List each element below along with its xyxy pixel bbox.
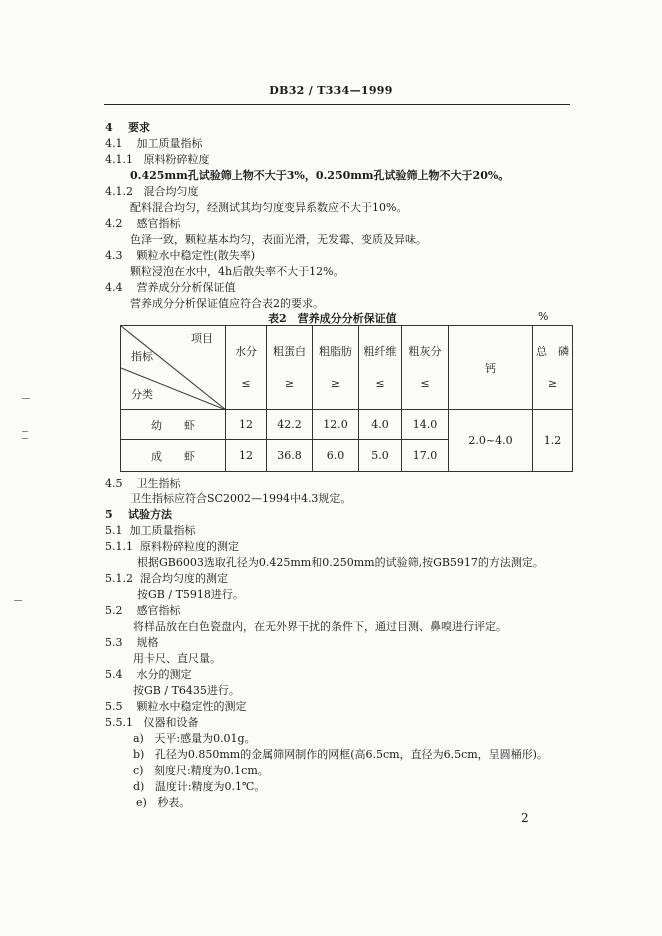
section-title: 营养成分分析保证值 bbox=[136, 281, 236, 294]
scan-mark bbox=[22, 398, 30, 399]
section-number: 4.1 bbox=[105, 137, 123, 150]
section-number: 5.2 bbox=[105, 604, 123, 617]
page-number: 2 bbox=[521, 811, 529, 825]
cell-crude-fiber: 4.0 bbox=[359, 410, 402, 440]
list-text: 天平:感量为0.01g。 bbox=[154, 732, 256, 745]
list-item bbox=[133, 732, 256, 746]
column-symbol: ≥ bbox=[547, 376, 558, 390]
section-title: 原料粉碎粒度的测定 bbox=[140, 540, 239, 553]
section-4-5-text: 卫生指标应符合SC2002—1994中4.3规定。 bbox=[130, 492, 352, 505]
section-number: 4 bbox=[105, 121, 113, 134]
column-name: 水分 bbox=[235, 344, 257, 358]
section-4-1-1-heading bbox=[105, 153, 210, 167]
column-header-crude-fat bbox=[313, 326, 359, 410]
cell-crude-ash: 17.0 bbox=[402, 440, 449, 472]
column-header-crude-ash bbox=[402, 326, 449, 410]
list-marker: c) bbox=[133, 764, 144, 777]
table-caption: 表2 营养成分分析保证值 bbox=[268, 312, 397, 325]
column-header-crude-protein bbox=[267, 326, 313, 410]
section-4-1-heading bbox=[105, 137, 203, 151]
corner-indicator-label: 指标 bbox=[131, 350, 153, 363]
section-title: 混合均匀度 bbox=[143, 185, 199, 198]
list-item bbox=[136, 796, 190, 810]
column-name: 粗灰分 bbox=[408, 344, 442, 358]
standard-code-header: DB32 / T334—1999 bbox=[269, 84, 393, 97]
section-4-heading bbox=[105, 121, 150, 135]
section-number: 5.4 bbox=[105, 668, 123, 681]
section-number: 5.3 bbox=[105, 636, 123, 649]
list-text: 秒表。 bbox=[157, 796, 191, 809]
table-header-row bbox=[121, 326, 573, 410]
section-5-5-1-heading bbox=[105, 716, 199, 730]
nutrition-table bbox=[120, 325, 573, 472]
section-4-2-heading bbox=[105, 217, 181, 231]
section-number: 5.5 bbox=[105, 700, 123, 713]
column-name: 粗蛋白 bbox=[273, 344, 306, 358]
cell-crude-fiber: 5.0 bbox=[359, 440, 402, 472]
section-title: 仪器和设备 bbox=[143, 716, 199, 729]
cell-crude-protein: 36.8 bbox=[267, 440, 313, 472]
section-4-4-text: 营养成分分析保证值应符合表2的要求。 bbox=[130, 297, 324, 310]
section-4-1-1-text: 0.425mm孔试验筛上物不大于3%，0.250mm孔试验筛上物不大于20%。 bbox=[130, 169, 510, 182]
list-item bbox=[133, 764, 269, 778]
section-4-4-heading bbox=[105, 281, 236, 295]
section-4-2-text: 色泽一致，颗粒基本均匀，表面光滑，无发霉、变质及异味。 bbox=[130, 233, 427, 246]
section-4-1-2-text: 配料混合均匀，经测试其均匀度变异系数应不大于10%。 bbox=[130, 201, 408, 214]
column-symbol: ≥ bbox=[284, 376, 295, 390]
section-5-3-heading bbox=[105, 636, 159, 650]
section-title: 加工质量指标 bbox=[136, 137, 203, 150]
section-5-1-2-heading bbox=[105, 572, 228, 586]
section-number: 5.1.2 bbox=[105, 572, 133, 585]
section-title: 卫生指标 bbox=[136, 477, 181, 490]
cell-moisture: 12 bbox=[226, 440, 267, 472]
section-title: 感官指标 bbox=[136, 217, 181, 230]
table-unit: % bbox=[538, 310, 549, 323]
list-marker: b) bbox=[133, 748, 145, 761]
list-marker: e) bbox=[136, 796, 147, 809]
section-number: 4.2 bbox=[105, 217, 123, 230]
section-title: 颗粒水中稳定性的测定 bbox=[136, 700, 247, 713]
column-symbol: ≤ bbox=[375, 376, 385, 390]
header-rule bbox=[104, 104, 570, 105]
section-5-5-heading bbox=[105, 700, 247, 714]
section-title: 加工质量指标 bbox=[129, 524, 196, 537]
section-number: 4.4 bbox=[105, 281, 123, 294]
section-number: 4.5 bbox=[105, 477, 123, 490]
cell-moisture: 12 bbox=[226, 410, 267, 440]
table-row bbox=[121, 410, 573, 440]
section-number: 4.1.1 bbox=[105, 153, 133, 166]
column-header-crude-fiber bbox=[359, 326, 402, 410]
section-title: 规格 bbox=[136, 636, 159, 649]
section-number: 5.1.1 bbox=[105, 540, 133, 553]
section-title: 感官指标 bbox=[136, 604, 181, 617]
corner-item-label: 项目 bbox=[191, 332, 213, 345]
list-text: 孔径为0.850mm的金属筛网制作的网框(高6.5cm，直径为6.5cm，呈圆桶形)。 bbox=[154, 748, 548, 761]
column-name: 钙 bbox=[485, 361, 496, 375]
cell-crude-fat: 6.0 bbox=[313, 440, 359, 472]
row-category: 成 虾 bbox=[121, 440, 226, 472]
section-5-4-text: 按GB / T6435进行。 bbox=[133, 684, 240, 697]
section-title: 混合均匀度的测定 bbox=[140, 572, 228, 585]
table-corner-cell bbox=[121, 326, 226, 410]
column-symbol: ≤ bbox=[241, 376, 251, 390]
section-5-1-2-text: 按GB / T5918进行。 bbox=[137, 588, 244, 601]
row-category: 幼 虾 bbox=[121, 410, 226, 440]
scan-mark bbox=[14, 600, 22, 601]
section-4-3-heading bbox=[105, 249, 255, 263]
section-number: 5.1 bbox=[105, 524, 123, 537]
section-number: 4.1.2 bbox=[105, 185, 133, 198]
section-5-heading bbox=[105, 508, 172, 522]
cell-calcium: 2.0~4.0 bbox=[449, 410, 533, 472]
section-title: 水分的测定 bbox=[136, 668, 192, 681]
list-text: 温度计:精度为0.1℃。 bbox=[154, 780, 266, 793]
cell-crude-fat: 12.0 bbox=[313, 410, 359, 440]
column-symbol: ≤ bbox=[420, 376, 430, 390]
column-header-total-phosphorus bbox=[533, 326, 573, 410]
corner-category-label: 分类 bbox=[131, 388, 153, 401]
cell-crude-ash: 14.0 bbox=[402, 410, 449, 440]
section-4-5-heading bbox=[105, 477, 181, 491]
scan-mark bbox=[22, 431, 28, 432]
column-header-moisture bbox=[226, 326, 267, 410]
section-title: 试验方法 bbox=[127, 508, 172, 521]
section-5-2-text: 将样品放在白色瓷盘内，在无外界干扰的条件下，通过目测、鼻嗅进行评定。 bbox=[133, 620, 507, 633]
section-5-1-1-text: 根据GB6003选取孔径为0.425mm和0.250mm的试验筛,按GB5917的方法测定。 bbox=[137, 556, 544, 569]
scan-mark bbox=[22, 438, 28, 439]
list-item bbox=[133, 780, 265, 794]
list-text: 刻度尺:精度为0.1cm。 bbox=[153, 764, 269, 777]
section-title: 原料粉碎粒度 bbox=[143, 153, 210, 166]
section-number: 5 bbox=[105, 508, 113, 521]
section-title: 要求 bbox=[127, 121, 150, 134]
section-5-1-heading bbox=[105, 524, 196, 538]
column-symbol: ≥ bbox=[330, 376, 341, 390]
section-4-3-text: 颗粒浸泡在水中，4h后散失率不大于12%。 bbox=[130, 265, 345, 278]
column-header-calcium bbox=[449, 326, 533, 410]
section-5-3-text: 用卡尺、直尺量。 bbox=[133, 652, 221, 665]
column-name: 总 磷 bbox=[536, 344, 569, 358]
section-5-1-1-heading bbox=[105, 540, 239, 554]
list-marker: d) bbox=[133, 780, 145, 793]
cell-crude-protein: 42.2 bbox=[267, 410, 313, 440]
column-name: 粗纤维 bbox=[363, 344, 397, 358]
section-4-1-2-heading bbox=[105, 185, 199, 199]
list-marker: a) bbox=[133, 732, 144, 745]
cell-total-phosphorus: 1.2 bbox=[533, 410, 573, 472]
list-item bbox=[133, 748, 548, 762]
section-title: 颗粒水中稳定性(散失率) bbox=[136, 249, 256, 262]
section-5-4-heading bbox=[105, 668, 192, 682]
section-5-2-heading bbox=[105, 604, 181, 618]
section-number: 4.3 bbox=[105, 249, 123, 262]
column-name: 粗脂肪 bbox=[319, 344, 352, 358]
section-number: 5.5.1 bbox=[105, 716, 133, 729]
